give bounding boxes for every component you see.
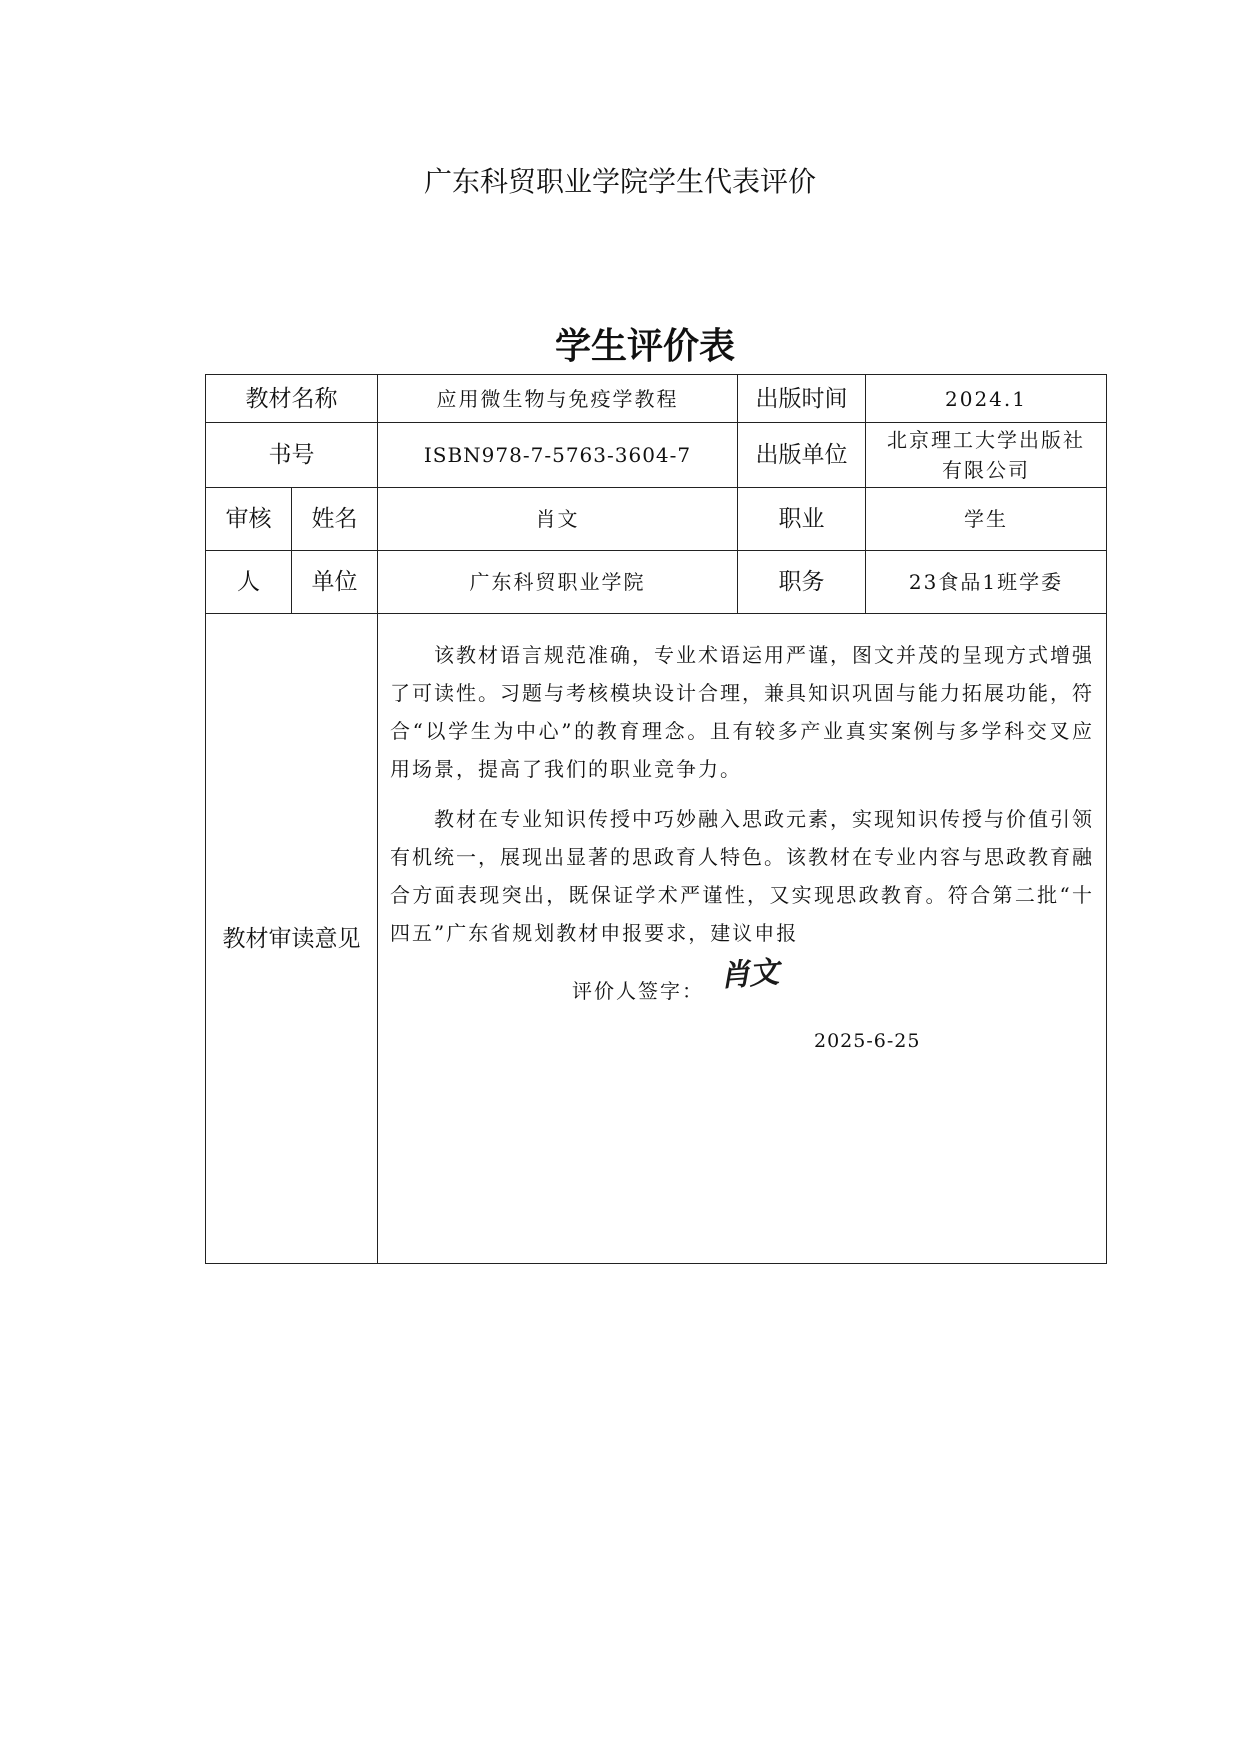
opinion-paragraph-2: 教材在专业知识传授中巧妙融入思政元素，实现知识传授与价值引领有机统一，展现出显著的思政育人特色。该教材在专业内容与思政教育融合方面表现突出，既保证学术严谨性，又实现思政教育。符合第二批“十四五”广东省规划教材申报要求，建议申报 bbox=[390, 807, 1094, 945]
table-row bbox=[206, 423, 1107, 488]
name-label: 姓名 bbox=[292, 488, 378, 551]
publisher-value bbox=[866, 423, 1107, 488]
opinion-cell bbox=[378, 614, 1107, 1264]
unit-value: 广东科贸职业学院 bbox=[378, 551, 738, 614]
position-value: 23食品1班学委 bbox=[866, 551, 1107, 614]
textbook-name-label: 教材名称 bbox=[206, 375, 378, 423]
form-title: 学生评价表 bbox=[554, 326, 735, 367]
position-label: 职务 bbox=[738, 551, 866, 614]
unit-label: 单位 bbox=[292, 551, 378, 614]
occupation-label: 职业 bbox=[738, 488, 866, 551]
pub-time-value: 2024.1 bbox=[866, 375, 1107, 423]
signature-label: 评价人签字： bbox=[572, 979, 704, 1003]
publisher-line-2: 有限公司 bbox=[942, 458, 1030, 482]
isbn-label: 书号 bbox=[206, 423, 378, 488]
table-row bbox=[206, 375, 1107, 423]
textbook-name-value: 应用微生物与免疫学教程 bbox=[378, 375, 738, 423]
reviewer-label-bottom: 人 bbox=[206, 551, 292, 614]
handwritten-signature: 肖文 bbox=[718, 955, 780, 994]
occupation-value: 学生 bbox=[866, 488, 1107, 551]
opinion-label: 教材审读意见 bbox=[206, 614, 378, 1264]
page-heading: 广东科贸职业学院学生代表评价 bbox=[423, 165, 816, 198]
table-row bbox=[206, 614, 1107, 1264]
opinion-paragraph-1: 该教材语言规范准确，专业术语运用严谨，图文并茂的呈现方式增强了可读性。习题与考核模块设计合理，兼具知识巩固与能力拓展功能，符合“以学生为中心”的教育理念。且有较多产业真实案例与多学科交叉应用场景，提高了我们的职业竞争力。 bbox=[390, 643, 1094, 781]
evaluation-date: 2025-6-25 bbox=[814, 1030, 921, 1052]
pub-time-label: 出版时间 bbox=[738, 375, 866, 423]
table-row bbox=[206, 551, 1107, 614]
isbn-value: ISBN978-7-5763-3604-7 bbox=[378, 423, 738, 488]
reviewer-label-top: 审核 bbox=[206, 488, 292, 551]
signature-block bbox=[390, 955, 1094, 1052]
publisher-label: 出版单位 bbox=[738, 423, 866, 488]
name-value: 肖文 bbox=[378, 488, 738, 551]
student-evaluation-table bbox=[205, 374, 1107, 1264]
table-row bbox=[206, 488, 1107, 551]
publisher-line-1: 北京理工大学出版社 bbox=[887, 428, 1085, 452]
